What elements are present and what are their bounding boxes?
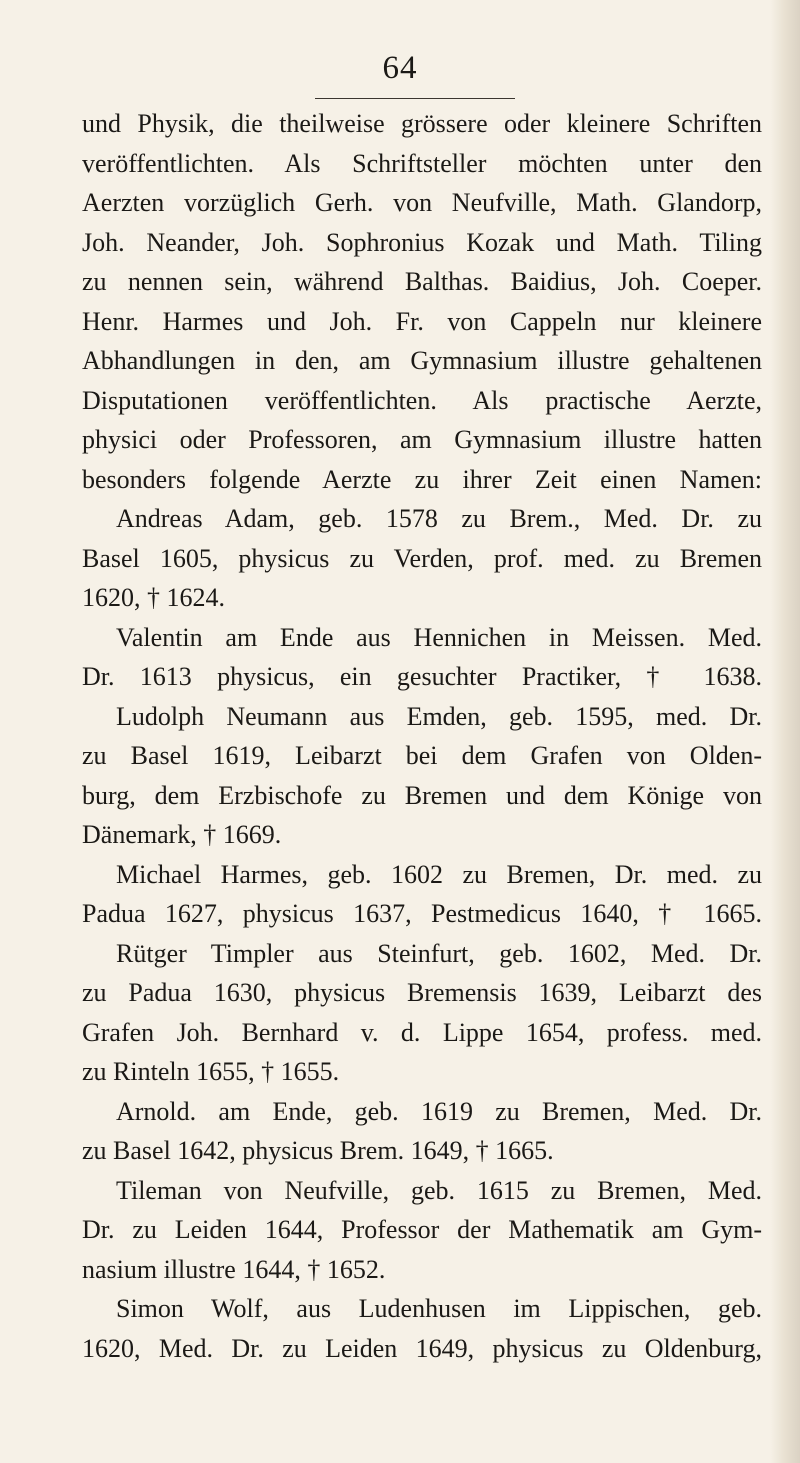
text-line: Aerzten vorzüglich Gerh. von Neufville, Math. Glandorp, (82, 188, 762, 217)
text-line: physici oder Professoren, am Gymnasium illustre hatten (82, 425, 762, 454)
text-line: Arnold. am Ende, geb. 1619 zu Bremen, Med. Dr. (116, 1096, 762, 1126)
text-line: Abhandlungen in den, am Gymnasium illustre gehaltenen (82, 346, 762, 375)
text-line: Padua 1627, physicus 1637, Pestmedicus 1640, † 1665. (82, 899, 762, 928)
text-line: Dr. zu Leiden 1644, Professor der Mathematik am Gym- (82, 1215, 762, 1244)
text-line: Tileman von Neufville, geb. 1615 zu Bremen, Med. (116, 1175, 762, 1205)
text-line: Dänemark, † 1669. (82, 820, 282, 849)
text-line: 1620, Med. Dr. zu Leiden 1649, physicus zu Oldenburg, (82, 1333, 762, 1363)
text-line: Grafen Joh. Bernhard v. d. Lippe 1654, profess. med. (82, 1017, 762, 1047)
text-line: Simon Wolf, aus Ludenhusen im Lippischen, geb. (116, 1294, 762, 1323)
text-line: Ludolph Neumann aus Emden, geb. 1595, med. Dr. (116, 701, 762, 731)
text-line: zu Padua 1630, physicus Bremensis 1639, Leibarzt des (82, 978, 762, 1007)
text-line: zu Basel 1642, physicus Brem. 1649, † 1665. (82, 1136, 554, 1165)
text-line: Basel 1605, physicus zu Verden, prof. med. zu Bremen (82, 543, 762, 573)
text-line: nasium illustre 1644, † 1652. (82, 1254, 386, 1284)
text-line: zu nennen sein, während Balthas. Baidius, Joh. Coeper. (82, 267, 762, 296)
text-line: Rütger Timpler aus Steinfurt, geb. 1602, Med. Dr. (116, 938, 762, 968)
text-line: zu Basel 1619, Leibarzt bei dem Grafen von Olden- (82, 741, 762, 770)
text-line: Valentin am Ende aus Hennichen in Meissen. Med. (116, 622, 762, 652)
text-line: veröffentlichten. Als Schriftsteller möchten unter den (82, 148, 762, 178)
text-line: besonders folgende Aerzte zu ihrer Zeit einen Namen: (82, 464, 762, 494)
text-line: Michael Harmes, geb. 1602 zu Bremen, Dr. med. zu (116, 859, 762, 889)
text-line: Andreas Adam, geb. 1578 zu Brem., Med. Dr. zu (116, 504, 762, 533)
text-line: burg, dem Erzbischofe zu Bremen und dem Könige von (82, 780, 762, 810)
text-line: und Physik, die theilweise grössere oder kleinere Schriften (82, 109, 762, 138)
header-rule (315, 98, 515, 99)
text-line: Joh. Neander, Joh. Sophronius Kozak und Math. Tiling (82, 227, 762, 257)
text-line: Dr. 1613 physicus, ein gesuchter Practiker, † 1638. (82, 662, 762, 691)
page-number: 64 (382, 50, 418, 86)
text-line: Henr. Harmes und Joh. Fr. von Cappeln nur kleinere (82, 306, 762, 336)
text-line: zu Rinteln 1655, † 1655. (82, 1057, 340, 1086)
text-line: Disputationen veröffentlichten. Als practische Aerzte, (82, 385, 762, 415)
body-text (82, 104, 762, 1368)
text-line: 1620, † 1624. (82, 583, 225, 612)
